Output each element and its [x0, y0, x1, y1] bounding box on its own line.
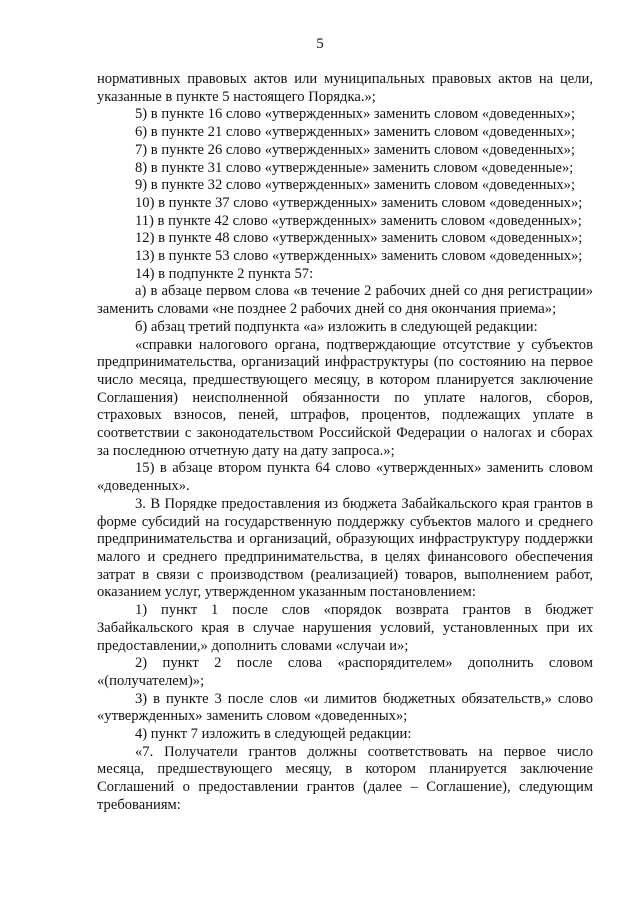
- paragraph-9: 12) в пункте 48 слово «утвержденных» заменить словом «доведенных»;: [135, 230, 583, 247]
- paragraph-19: 3) в пункте 3 после слов «и лимитов бюджетных обязательств,» слово «утвержденных» заменить словом «доведенных»;: [97, 690, 593, 725]
- paragraph-10: 13) в пункте 53 слово «утвержденных» заменить словом «доведенных»;: [135, 248, 583, 265]
- paragraph-8: 11) в пункте 42 слово «утвержденных» заменить словом «доведенных»;: [135, 212, 582, 229]
- paragraph-7: 10) в пункте 37 слово «утвержденных» заменить словом «доведенных»;: [135, 194, 583, 211]
- paragraph-1: нормативных правовых актов или муниципальных правовых актов на цели, указанные в пункте 5 настоящего Порядка.»;: [97, 71, 593, 105]
- paragraph-17: 1) пункт 1 после слов «порядок возврата грантов в бюджет Забайкальского края в случае нарушения условий, установленных при их предоставлении,» дополнить словами «случаи и»;: [97, 602, 593, 654]
- paragraph-3: 6) в пункте 21 слово «утвержденных» заменить словом «доведенных»;: [135, 124, 575, 141]
- paragraph-5: 8) в пункте 31 слово «утвержденные» заменить словом «доведенные»;: [135, 159, 574, 176]
- paragraph-18: 2) пункт 2 после слова «распорядителем» дополнить словом «(получателем)»;: [97, 655, 593, 689]
- paragraph-13: б) абзац третий подпункта «а» изложить в следующей редакции:: [135, 318, 538, 335]
- paragraph-20: 4) пункт 7 изложить в следующей редакции:: [135, 726, 412, 743]
- page-number: 5: [316, 36, 324, 52]
- paragraph-6: 9) в пункте 32 слово «утвержденных» заменить словом «доведенных»;: [135, 177, 575, 194]
- paragraph-2: 5) в пункте 16 слово «утвержденных» заменить словом «доведенных»;: [135, 106, 575, 123]
- paragraph-12: а) в абзаце первом слова «в течение 2 рабочих дней со дня регистрации» заменить словами «не позднее 2 рабочих дней со дня окончания приема»;: [97, 283, 593, 318]
- paragraph-21: «7. Получатели грантов должны соответствовать на первое число месяца, предшествующего месяцу, в котором планируется заключение Соглашений о предоставлении грантов (далее – Соглашение), следующим требованиям:: [97, 743, 593, 813]
- paragraph-11: 14) в подпункте 2 пункта 57:: [135, 265, 314, 282]
- paragraph-14: «справки налогового органа, подтверждающие отсутствие у субъектов предпринимательства, организаций инфраструктуры (по состоянию на первое число месяца, предшествующего месяцу, в котором планируется заключение Соглашения) неисполненной обязанности по уплате налогов, сборов, страховых взносов, пеней, штрафов, процентов, подлежащих уплате в соответствии с законодательством Российской Федерации о налогах и сборах за последнюю отчетную дату на дату запроса.»;: [97, 336, 593, 459]
- paragraph-15: 15) в абзаце втором пункта 64 слово «утвержденных» заменить словом «доведенных».: [97, 460, 593, 495]
- document-body: [97, 71, 593, 815]
- paragraph-4: 7) в пункте 26 слово «утвержденных» заменить словом «доведенных»;: [135, 141, 575, 158]
- paragraph-16: 3. В Порядке предоставления из бюджета Забайкальского края грантов в форме субсидий на государственную поддержку субъектов малого и среднего предпринимательства и организаций, образующих инфраструктуру поддержки малого и среднего предпринимательства, в целях финансового обеспечения затрат в связи с производством (реализацией) товаров, выполнением работ, оказанием услуг, утвержденном указанным постановлением:: [97, 495, 593, 601]
